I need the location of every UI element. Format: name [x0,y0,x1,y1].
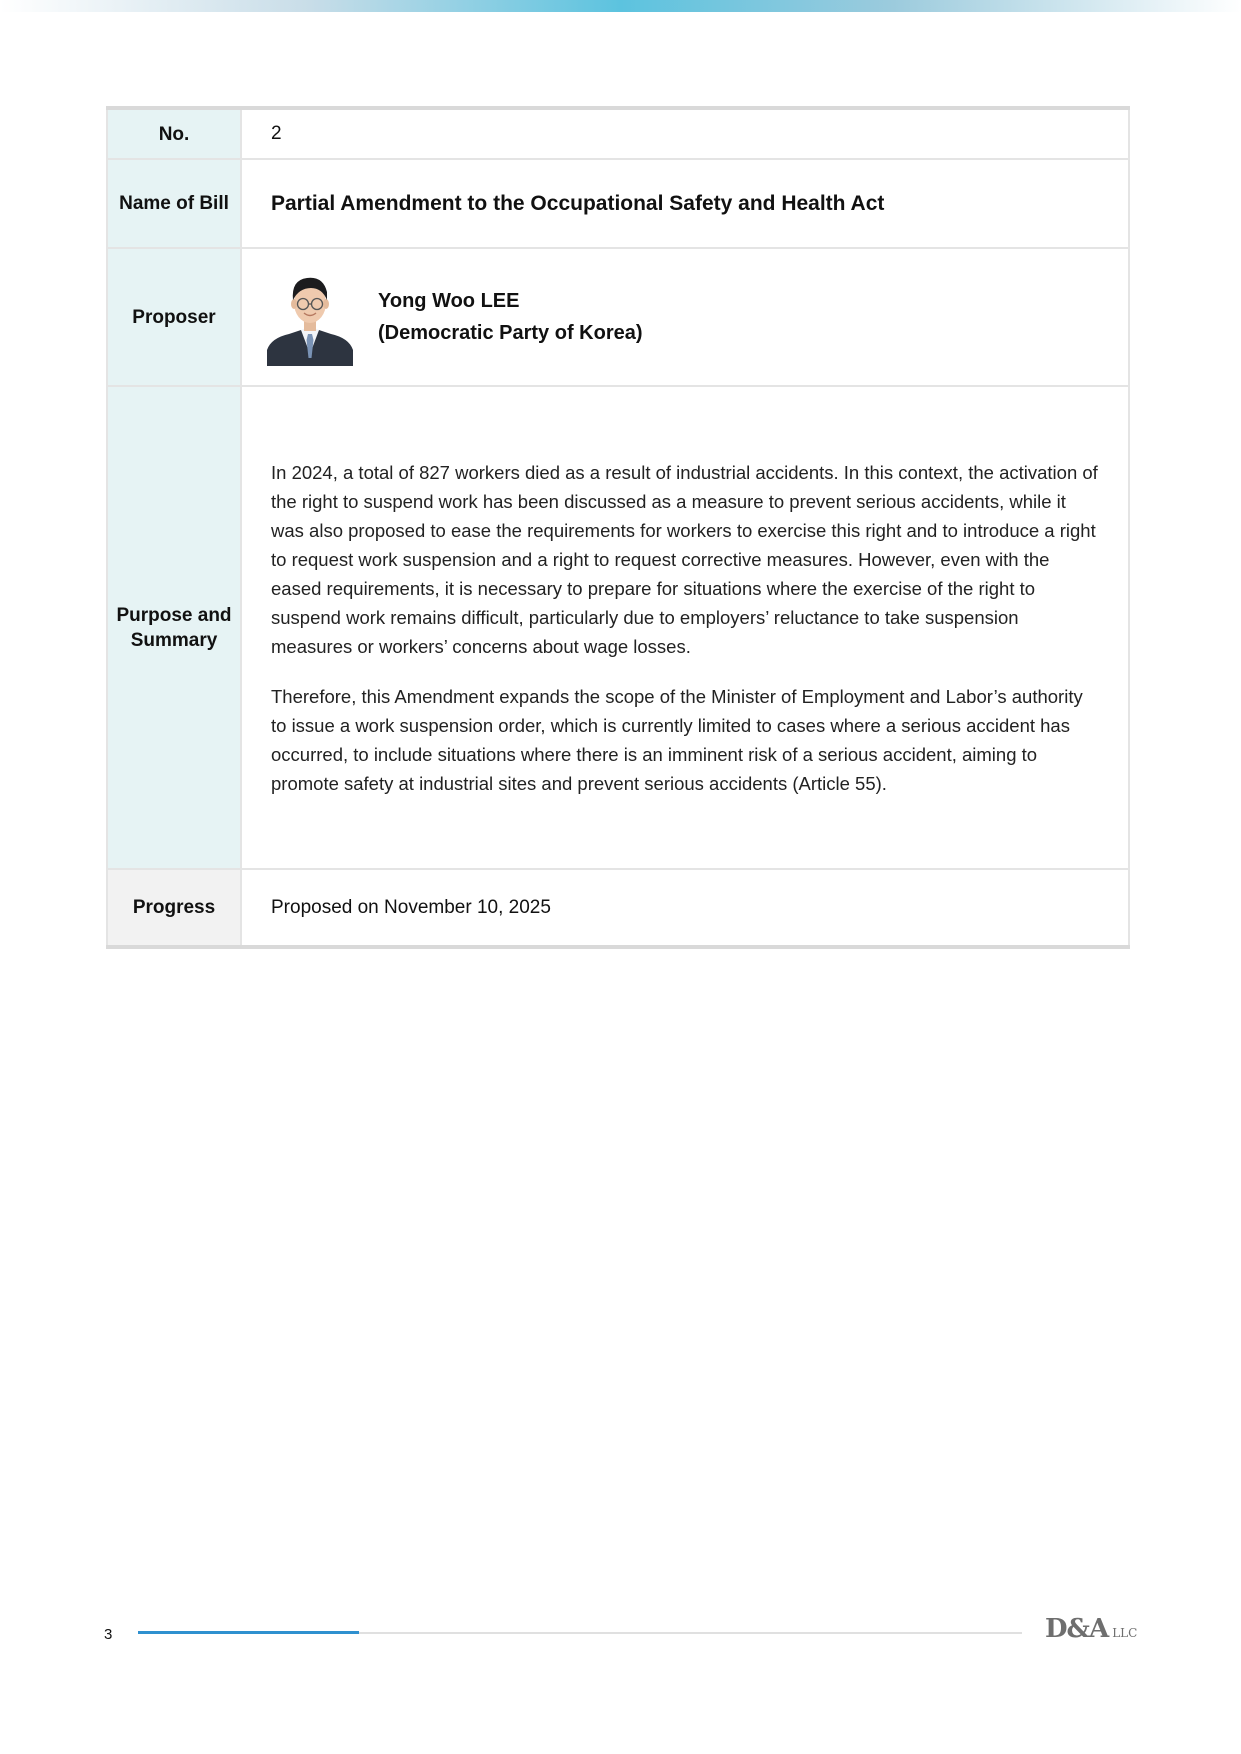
proposer-label: Proposer [107,248,241,386]
proposer-photo [267,268,353,366]
row-bill-name [107,159,1129,248]
bill-name-cell [241,159,1129,248]
page-number: 3 [104,1626,113,1643]
bill-name-label: Name of Bill [107,159,241,248]
no-label: No. [107,108,241,159]
purpose-paragraph-1: In 2024, a total of 827 workers died as a result of industrial accidents. In this context, the activation of the right to suspend work has been discussed as a measure to prevent serious accidents, while it was also proposed to ease the requirements for workers to exercise this right and to introduce a right to request work suspension and a right to request corrective measures. However, even with the eased requirements, it is necessary to prepare for situations where the exercise of the right to suspend work remains difficult, particularly due to employers’ reluctance to take suspension measures or workers’ concerns about wage losses. [271,461,1098,657]
row-purpose [107,386,1129,869]
logo-mark: D&A [1045,1614,1109,1644]
proposer-name: Yong Woo LEE [378,290,520,312]
top-decorative-band [0,0,1241,12]
bill-number: 2 [241,108,1129,159]
progress-label: Progress [107,869,241,947]
row-progress [107,869,1129,947]
proposer-party: (Democratic Party of Korea) [378,322,643,344]
firm-logo [1045,1614,1137,1644]
row-number [107,108,1129,159]
progress-value: Proposed on November 10, 2025 [241,869,1129,947]
purpose-label: Purpose and Summary [107,386,241,869]
proposer-info [271,268,1100,366]
purpose-summary [271,458,1100,798]
purpose-cell [241,386,1129,869]
footer-progress-bar [138,1631,359,1634]
bill-info-table [106,106,1130,949]
proposer-text [378,285,643,349]
bill-name: Partial Amendment to the Occupational Safety and Health Act [271,191,885,215]
row-proposer [107,248,1129,386]
footer-divider [138,1632,1022,1634]
proposer-cell [241,248,1129,386]
logo-suffix: LLC [1112,1626,1138,1640]
purpose-paragraph-2: Therefore, this Amendment expands the scope of the Minister of Employment and Labor’s authority to issue a work suspension order, which is currently limited to cases where a serious accident has occurred, to include situations where there is an imminent risk of a serious accident, aiming to promote safety at industrial sites and prevent serious accidents (Article 55). [271,685,1083,794]
